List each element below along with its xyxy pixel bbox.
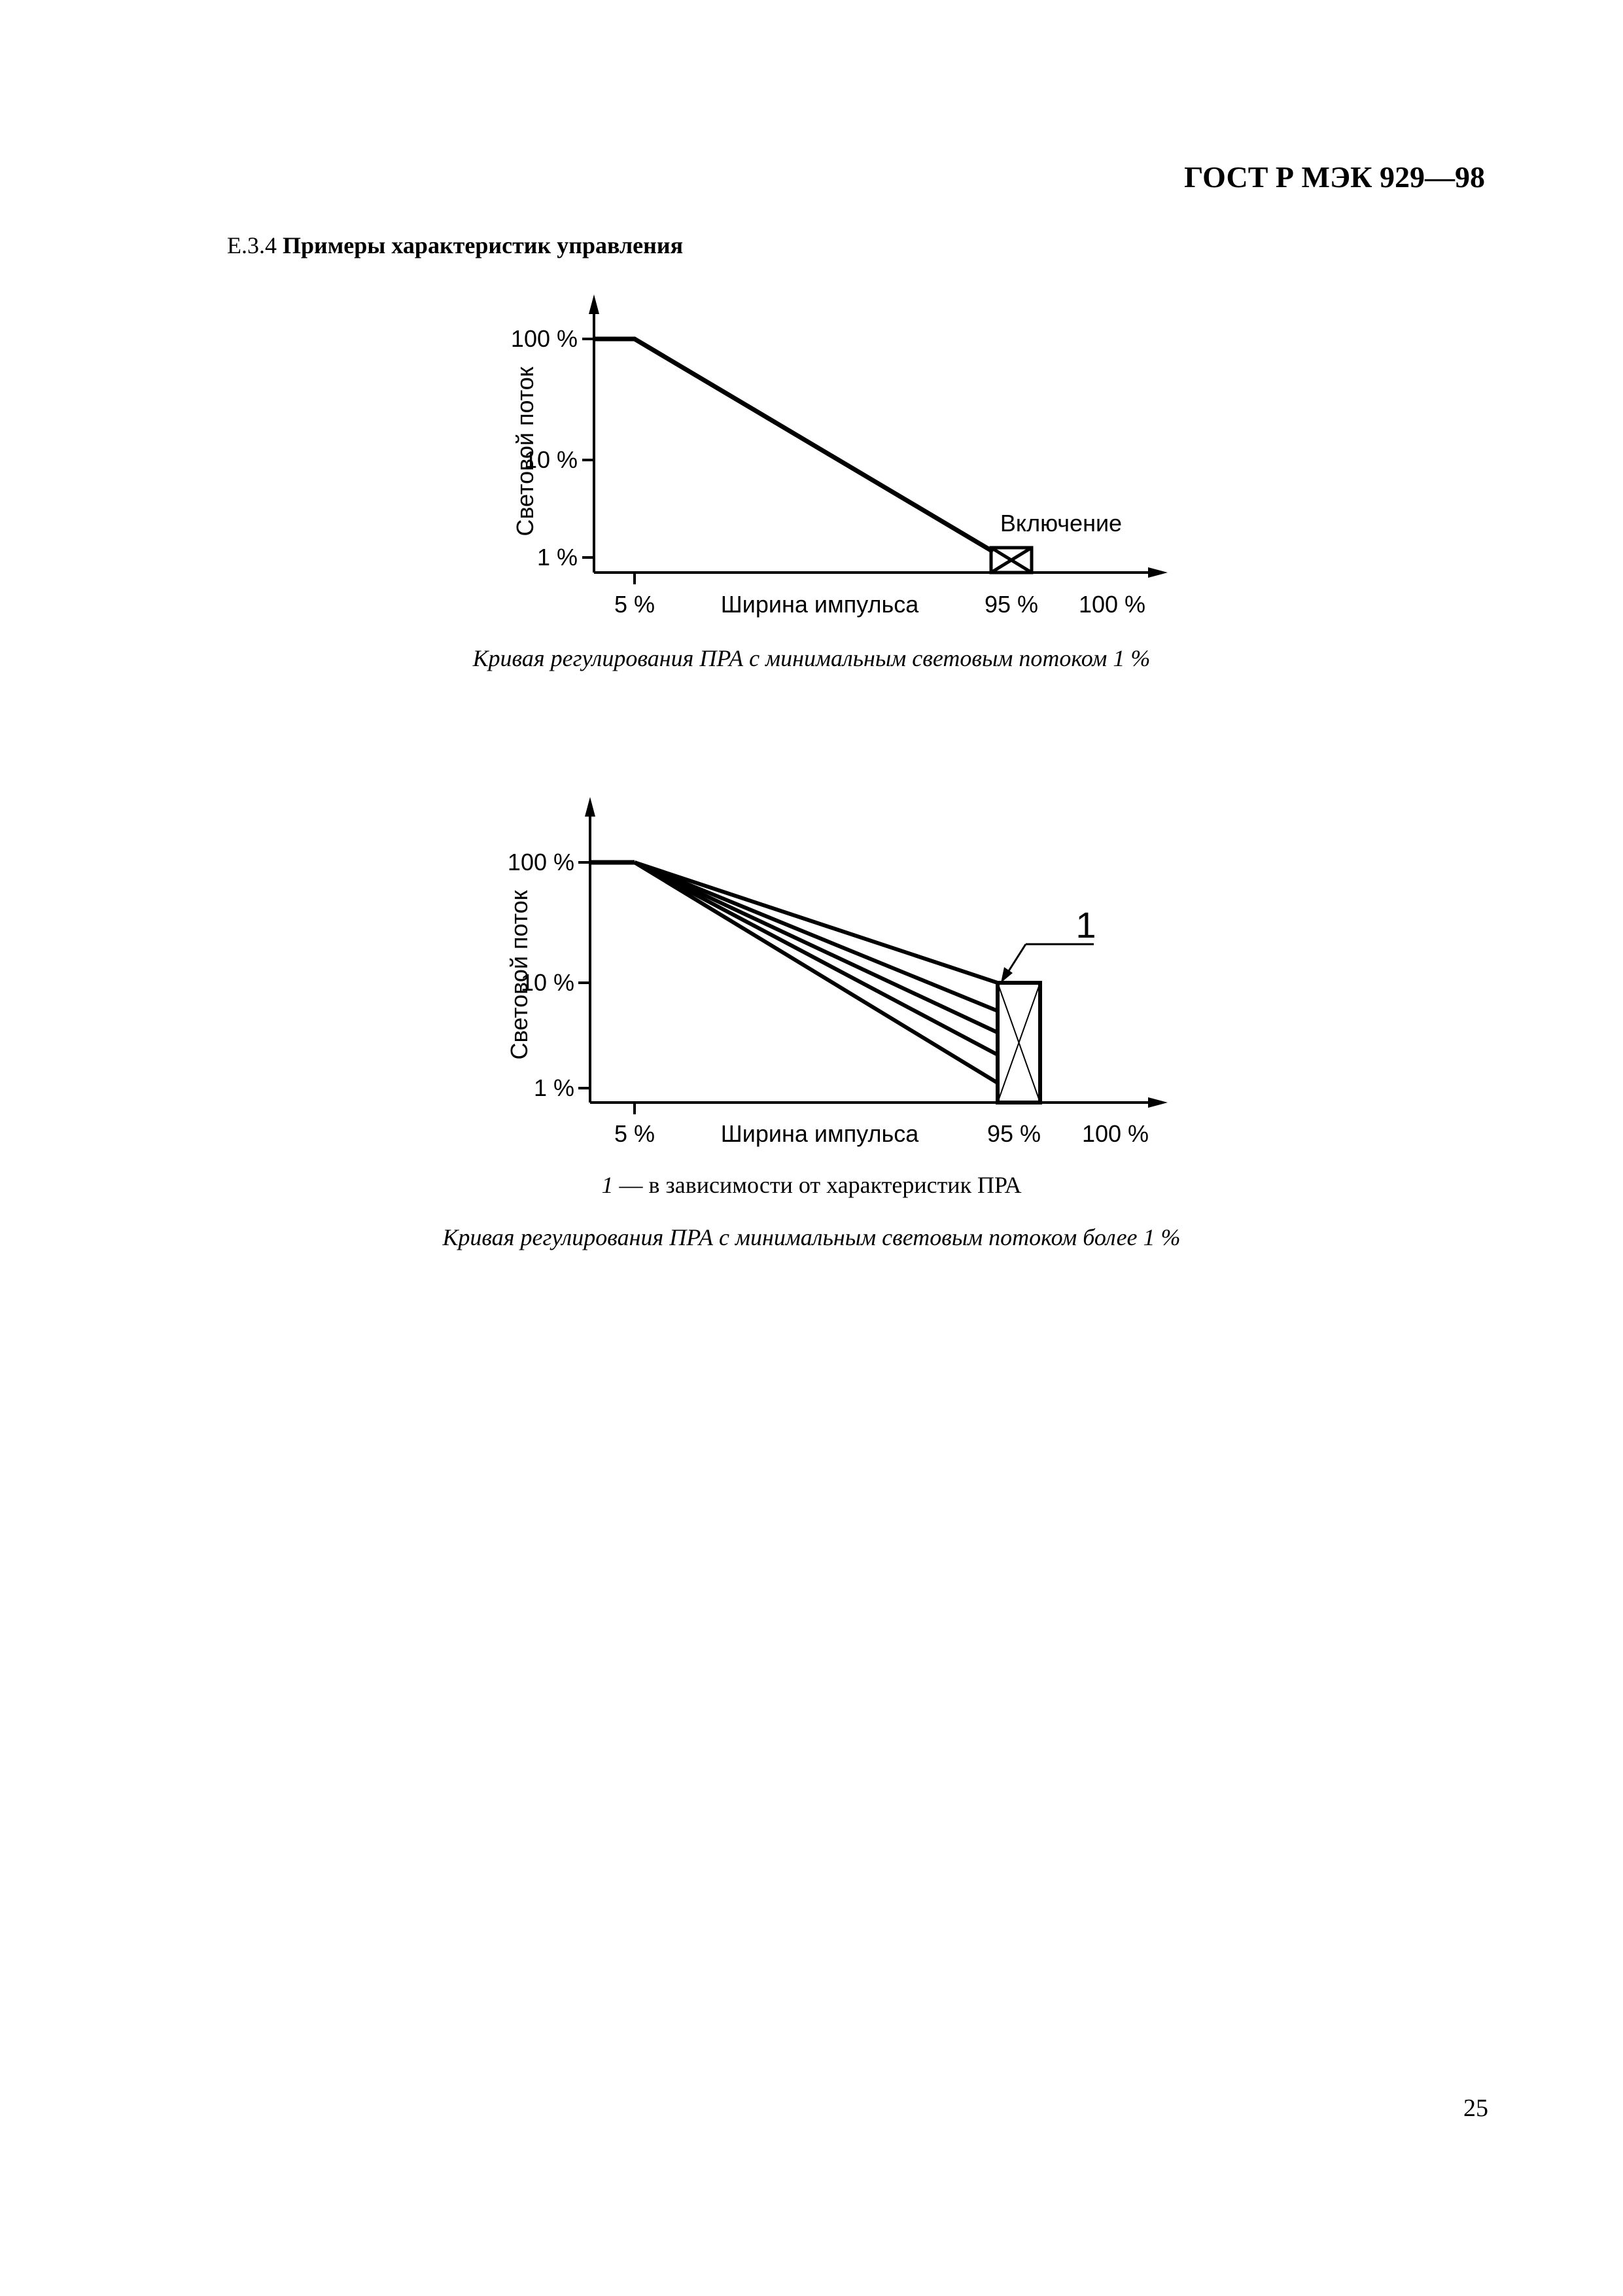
- callout-number: 1: [1075, 904, 1096, 945]
- x-tick-label-5: 5 %: [614, 1120, 655, 1147]
- y-axis-label: Световой поток: [506, 890, 532, 1060]
- y-tick-label-1: 1 %: [533, 1074, 574, 1101]
- dimming-curve: [635, 862, 998, 1033]
- page-number: 25: [1463, 2094, 1488, 2122]
- x-tick-label-95: 95 %: [986, 1120, 1041, 1147]
- dimming-curve: [635, 862, 998, 1011]
- figure-1-caption: Кривая регулирования ПРА с минимальным световым потоком 1 %: [472, 645, 1151, 671]
- note-number: 1: [601, 1172, 614, 1198]
- section-number: E.3.4: [227, 232, 277, 258]
- figure-2-caption: Кривая регулирования ПРА с минимальным световым потоком более 1 %: [442, 1224, 1181, 1250]
- callout-arrowhead: [1001, 967, 1013, 983]
- y-tick-label-10: 10 %: [520, 969, 574, 996]
- y-axis-arrow: [589, 294, 599, 314]
- dimming-curve: [594, 339, 993, 552]
- x-axis-arrow: [1148, 1097, 1168, 1108]
- x-axis-arrow: [1148, 567, 1168, 578]
- dimming-curve: [635, 862, 998, 1055]
- x-axis-label: Ширина импульса: [720, 1120, 919, 1147]
- x-tick-label-100: 100 %: [1081, 1120, 1149, 1147]
- dimming-curve: [635, 862, 998, 983]
- section-title: Примеры характеристик управления: [283, 232, 684, 258]
- figure-2-legend-note: [0, 1171, 1623, 1199]
- figure-2-chart: [0, 782, 1623, 1148]
- y-tick-label-10: 10 %: [523, 446, 578, 473]
- y-axis-arrow: [585, 797, 595, 817]
- y-tick-label-1: 1 %: [536, 544, 578, 571]
- y-tick-label-100: 100 %: [507, 849, 574, 875]
- dimming-curves: [635, 862, 998, 1083]
- x-axis-label: Ширина импульса: [720, 591, 919, 618]
- switch-on-label: Включение: [1000, 510, 1123, 537]
- callout-leader: [1003, 944, 1094, 980]
- figure-1-chart: [0, 281, 1623, 687]
- standard-code-header: ГОСТ Р МЭК 929—98: [1184, 160, 1485, 194]
- x-tick-label-100: 100 %: [1078, 591, 1146, 618]
- variable-range-box: [998, 983, 1040, 1103]
- x-tick-label-5: 5 %: [614, 591, 655, 618]
- switch-on-box: [991, 548, 1032, 573]
- y-axis-label: Световой поток: [512, 366, 538, 537]
- note-text: — в зависимости от характеристик ПРА: [613, 1172, 1022, 1198]
- dimming-curve: [635, 862, 998, 1083]
- y-tick-label-100: 100 %: [510, 325, 578, 352]
- section-heading: [227, 232, 683, 259]
- x-tick-label-95: 95 %: [984, 591, 1039, 618]
